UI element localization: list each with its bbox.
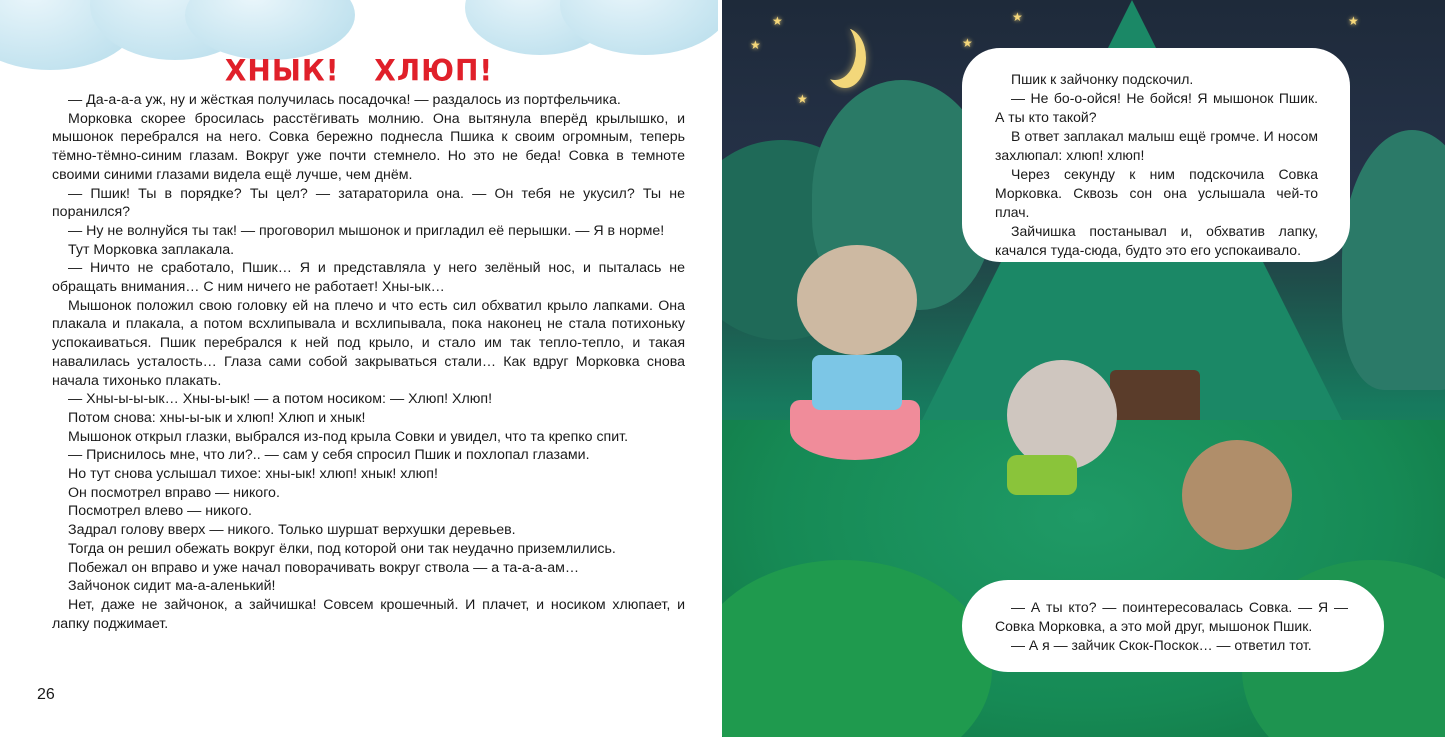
- illustration-page: [722, 0, 1445, 737]
- bubble-paragraph: Через секунду к ним подскочила Совка Морковка. Сквозь сон она услышала чей-то плач.: [995, 166, 1318, 220]
- cloud-decoration: [560, 0, 718, 55]
- star-icon: ★: [772, 14, 783, 28]
- speech-bubble-top: [962, 48, 1350, 262]
- bubble-paragraph: — А я — зайчик Скок-Поскок… — ответил тот.: [1011, 637, 1312, 653]
- bubble-paragraph: — Не бо-о-ойся! Не бойся! Я мышонок Пшик. А ты кто такой?: [995, 90, 1318, 125]
- story-text: [52, 91, 685, 633]
- star-icon: ★: [750, 38, 761, 52]
- paragraph: Морковка скорее бросилась расстёгивать молнию. Она вытянула вперёд крылышко, и мышонок перебрался на него. Совка бережно поднесла Пшика к своим огромным, теперь тёмно-тёмно-синим глазам. Вокруг уже почти стемнело. Но это не беда! Совка в темноте своими синими глазами видела ещё лучше, чем днём.: [52, 110, 685, 183]
- owl-character: [797, 245, 917, 355]
- paragraph: Посмотрел влево — никого.: [68, 503, 252, 520]
- paragraph: Он посмотрел вправо — никого.: [68, 484, 280, 501]
- paragraph: — Ничто не сработало, Пшик… Я и представляла у него зелёный нос, и пыталась не обращать внимания… С ним ничего не работает! Хны-ык…: [52, 260, 685, 296]
- paragraph: Мышонок положил свою головку ей на плечо и что есть сил обхватил крыло лапками. Она плакала и плакала, а потом всхлипывала и всхлипывала, пока наконец не стала потихоньку успокаиваться. Пшик перебрался к ней под крыло, и стало им так тепло-тепло, и такая навалилась усталость… Глаза сами собой закрываться стали… Как вдруг Морковка снова начала тихонько плакать.: [52, 297, 685, 389]
- title-word: ХЛЮП!: [374, 53, 494, 88]
- chapter-title: [0, 53, 718, 88]
- paragraph: Но тут снова услышал тихое: хны-ык! хлюп! хнык! хлюп!: [68, 466, 438, 483]
- bubble-paragraph: В ответ заплакал малыш ещё громче. И носом захлюпал: хлюп! хлюп!: [995, 128, 1318, 163]
- page-number: 26: [37, 686, 55, 703]
- paragraph: Тогда он решил обежать вокруг ёлки, под которой они так неудачно приземлились.: [68, 540, 616, 557]
- paragraph: — Хны-ы-ы-ык… Хны-ы-ык! — а потом носиком: — Хлюп! Хлюп!: [68, 391, 493, 408]
- paragraph: — Да-а-а-а уж, ну и жёсткая получилась посадочка! — раздалось из портфельчика.: [68, 92, 621, 108]
- paragraph: Побежал он вправо и уже начал поворачивать вокруг ствола — а та-а-а-ам…: [68, 559, 580, 576]
- mouse-shorts: [1007, 455, 1077, 495]
- mouse-character: [1007, 360, 1117, 470]
- paragraph: Нет, даже не зайчонок, а зайчишка! Совсем крошечный. И плачет, и носиком хлюпает, и лапку поджимает.: [52, 596, 685, 632]
- owl-dress: [812, 355, 902, 410]
- title-word: ХНЫК!: [224, 53, 340, 88]
- bubble-paragraph: Зайчишка постанывал и, обхватив лапку, качался туда-сюда, будто это его успокаивало.: [995, 223, 1318, 258]
- paragraph: Задрал голову вверх — никого. Только шуршат верхушки деревьев.: [68, 522, 516, 539]
- paragraph: — Приснилось мне, что ли?.. — сам у себя спросил Пшик и похлопал глазами.: [68, 447, 590, 464]
- bubble-paragraph: — А ты кто? — поинтересовалась Совка. — Я — Совка Морковка, а это мой друг, мышонок Пшик.: [995, 599, 1348, 634]
- paragraph: — Пшик! Ты в порядке? Ты цел? — затараторила она. — Он тебя не укусил? Ты не поранился?: [52, 185, 685, 221]
- speech-bubble-bottom: [962, 580, 1384, 672]
- star-icon: ★: [797, 92, 808, 106]
- star-icon: ★: [1348, 14, 1359, 28]
- paragraph: Мышонок открыл глазки, выбрался из-под крыла Совки и увидел, что та крепко спит.: [68, 428, 629, 445]
- paragraph: — Ну не волнуйся ты так! — проговорил мышонок и пригладил её перышки. — Я в норме!: [68, 222, 665, 239]
- bunny-character: [1182, 440, 1292, 550]
- paragraph: Тут Морковка заплакала.: [68, 241, 235, 258]
- bubble-paragraph: Пшик к зайчонку подскочил.: [1011, 71, 1194, 87]
- star-icon: ★: [962, 36, 973, 50]
- star-icon: ★: [1012, 10, 1023, 24]
- paragraph: Зайчонок сидит ма-а-аленький!: [68, 578, 276, 595]
- paragraph: Потом снова: хны-ы-ык и хлюп! Хлюп и хнык!: [68, 409, 366, 426]
- crescent-moon-icon: [814, 20, 856, 80]
- background-tree: [1342, 130, 1445, 390]
- left-page: [0, 0, 718, 737]
